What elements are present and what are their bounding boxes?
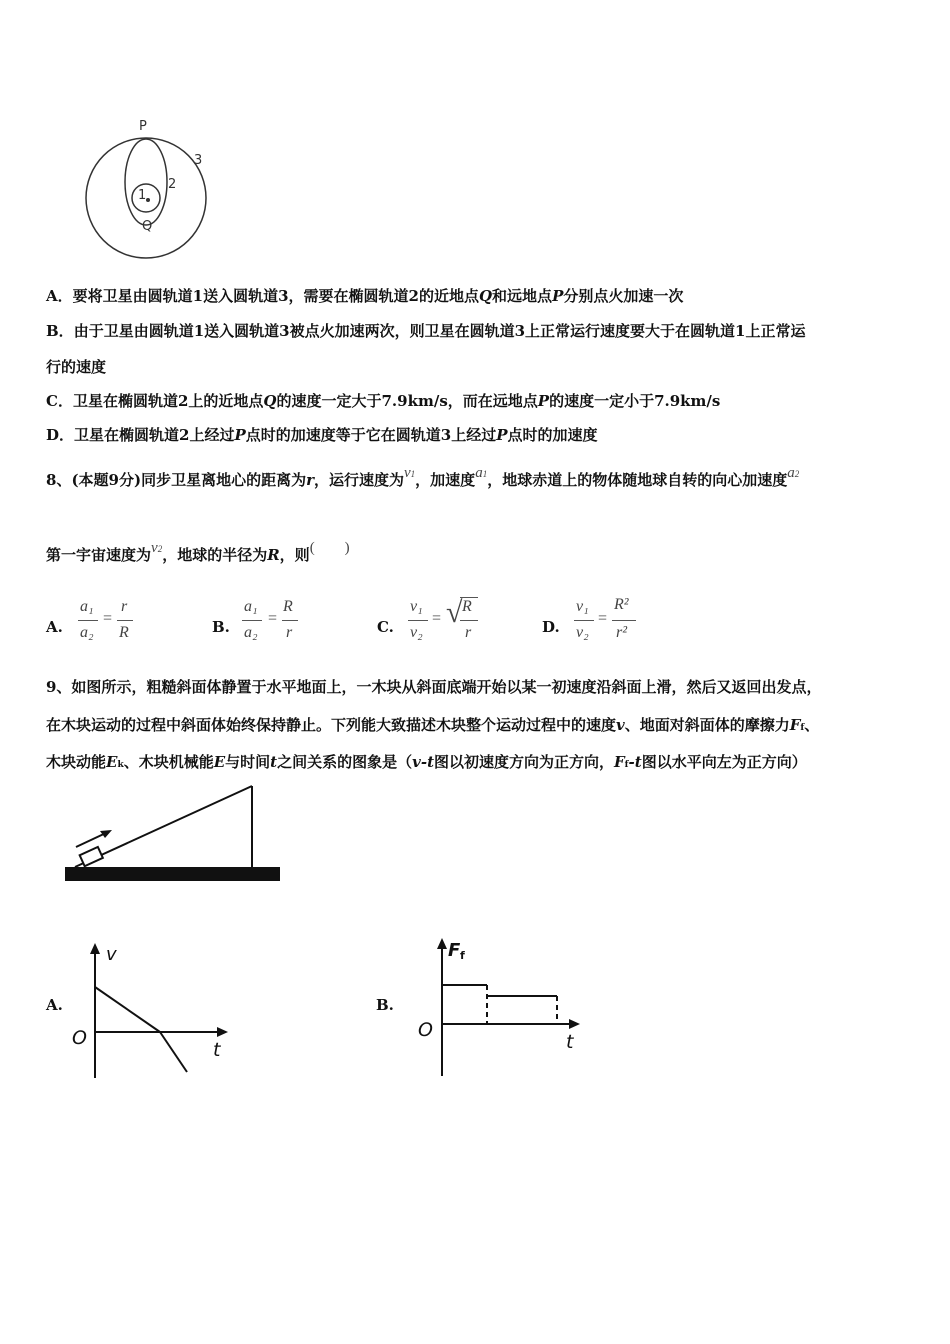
graph-a-y-arrow xyxy=(90,943,100,954)
q8-option-d-num: v₁ xyxy=(576,598,589,615)
q8-option-a-den: a₂ xyxy=(80,624,94,641)
earth-dot xyxy=(146,198,150,202)
label-3: 3 xyxy=(194,153,203,168)
q7-option-b: B．由于卫星由圆轨道1送入圆轨道3被点火加速两次，则卫星在圆轨道3上正常运行速度要大于在圆轨道1上正常运 xyxy=(46,322,806,340)
graph-a-v-label: v xyxy=(106,944,117,965)
q8-stem-line1: 8、(本题9分)同步卫星离地心的距离为r，运行速度为v1，加速度a1，地球赤道上的物体随地球自转的向心加速度a2 xyxy=(46,465,800,489)
label-p: P xyxy=(139,119,147,134)
q8-option-a-rden: R xyxy=(119,624,129,641)
ground xyxy=(65,867,280,881)
graph-b-y-arrow xyxy=(437,938,447,949)
graph-a-vt xyxy=(70,938,240,1083)
q7-option-c: C．卫星在椭圆轨道2上的近地点Q的速度一定大于7.9km/s，而在远地点P的速度一定小于7.9km/s xyxy=(46,392,721,410)
q7-option-b-cont: 行的速度 xyxy=(46,358,107,376)
graph-b-ff-label: F xyxy=(448,940,461,961)
q9-stem-line2: 在木块运动的过程中斜面体始终保持静止。下列能大致描述木块整个运动过程中的速度v、地面对斜面体的摩擦力Ff、 xyxy=(46,716,820,734)
graph-b-t-label: t xyxy=(566,1031,574,1053)
incline-diagram xyxy=(60,780,290,890)
q8-option-b-label: B. xyxy=(212,618,230,636)
q8-option-d-rden: r² xyxy=(616,624,628,641)
q8-option-d-den: v₂ xyxy=(576,624,589,641)
label-q: Q xyxy=(142,219,153,234)
graph-a-line-2 xyxy=(160,1032,187,1072)
q8-option-b-eq: = xyxy=(268,610,278,627)
q8-option-c-eq: = xyxy=(432,610,442,627)
q8-option-c-den: v₂ xyxy=(410,624,423,641)
label-2: 2 xyxy=(168,177,177,192)
q8-option-d-eq: = xyxy=(598,610,608,627)
block xyxy=(80,847,103,866)
q9-graph-b-label: B. xyxy=(376,996,394,1014)
q8-option-a-rnum: r xyxy=(121,598,128,615)
q8-option-b-rnum: R xyxy=(283,598,293,615)
orbit-diagram xyxy=(78,110,218,265)
q8-option-c-num: v₁ xyxy=(410,598,423,615)
q8-option-a-label: A. xyxy=(46,618,63,636)
label-1: 1 xyxy=(138,188,147,203)
q7-option-a: A．要将卫星由圆轨道1送入圆轨道3，需要在椭圆轨道2的近地点Q和远地点P分别点火加速一次 xyxy=(46,287,684,305)
q8-option-c-sqrt: √ xyxy=(446,596,463,629)
graph-b-x-arrow xyxy=(569,1019,580,1029)
graph-a-t-label: t xyxy=(213,1039,221,1061)
q8-option-c-label: C. xyxy=(377,618,394,636)
graph-a-x-arrow xyxy=(217,1027,228,1037)
q8-option-d-label: D. xyxy=(542,618,560,636)
q8-option-b-den: a₂ xyxy=(244,624,258,641)
q9-stem-line1: 9、如图所示，粗糙斜面体静置于水平地面上，一木块从斜面底端开始以某一初速度沿斜面上滑，然后又返回出发点， xyxy=(46,678,822,696)
q7-option-d: D．卫星在椭圆轨道2上经过P点时的加速度等于它在圆轨道3上经过P点时的加速度 xyxy=(46,426,598,444)
q8-option-d-rnum: R² xyxy=(614,596,629,613)
graph-b-ff-sub: f xyxy=(460,949,465,962)
graph-a-o-label: O xyxy=(72,1027,87,1049)
q8-option-c-rnum: R xyxy=(462,598,472,615)
q8-option-a-eq: = xyxy=(103,610,113,627)
q9-graph-a-label: A. xyxy=(46,996,63,1014)
q8-option-c-rden: r xyxy=(465,624,472,641)
q8-stem-line2: 第一宇宙速度为v2，地球的半径为R，则( ) xyxy=(46,540,350,564)
q9-stem-line3: 木块动能Ek、木块机械能E与时间t之间关系的图象是（v-t图以初速度方向为正方向，Ff-t图以水平向左为正方向） xyxy=(46,753,807,771)
graph-b-o-label: O xyxy=(418,1019,433,1041)
q8-option-a-num: a₁ xyxy=(80,598,94,615)
graph-b-ft xyxy=(412,930,592,1080)
q8-option-b-num: a₁ xyxy=(244,598,258,615)
q8-option-b-rden: r xyxy=(286,624,293,641)
graph-a-line-1 xyxy=(95,987,160,1032)
